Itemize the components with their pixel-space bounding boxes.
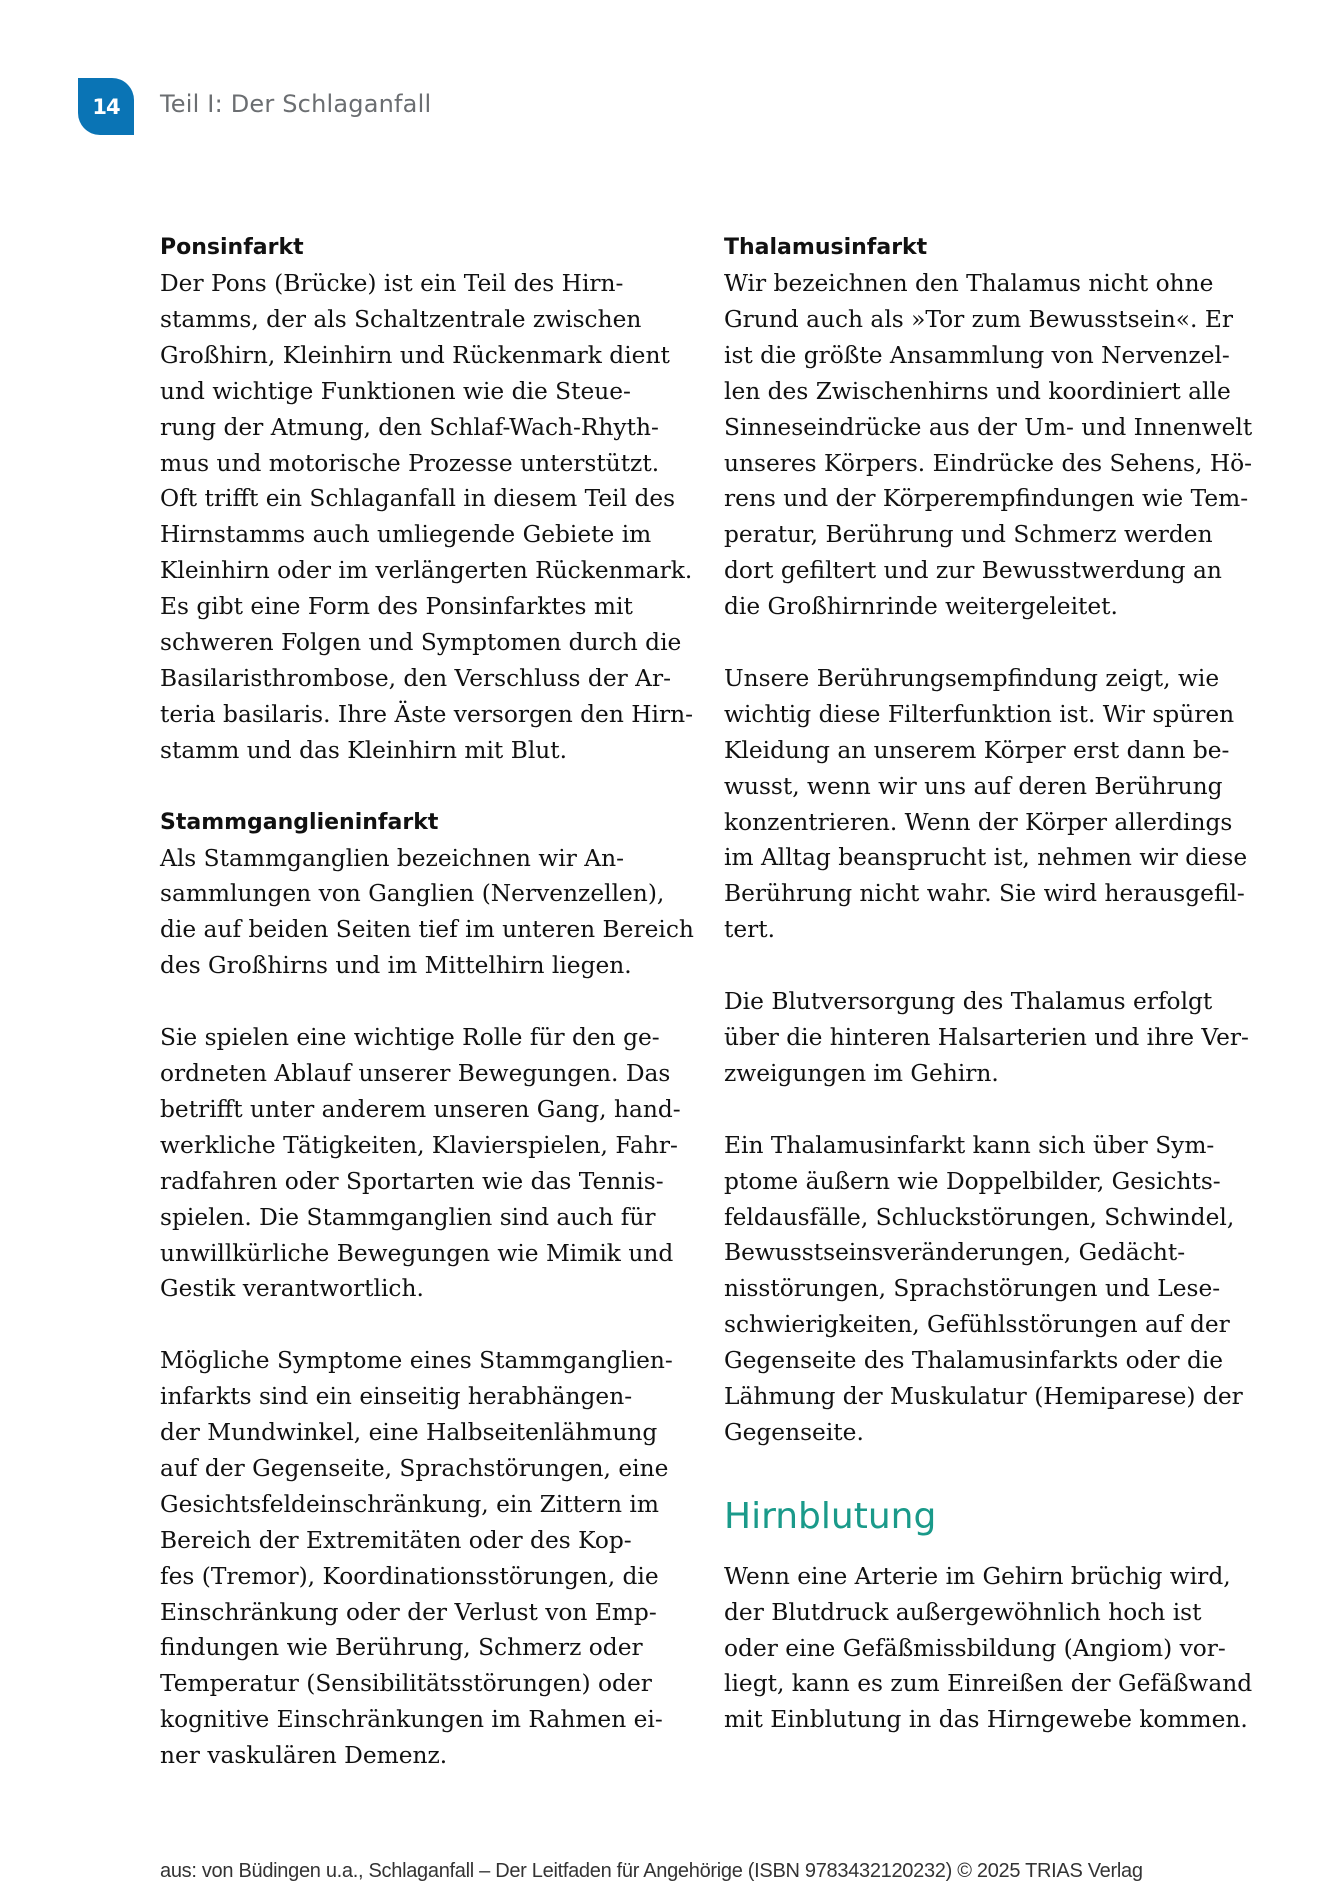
text-line: ner vaskulären Demenz. bbox=[160, 1742, 448, 1770]
text-line: werkliche Tätigkeiten, Klavierspielen, Fahr- bbox=[160, 1131, 678, 1159]
text-line: ist die größte Ansammlung von Nervenzel- bbox=[724, 341, 1230, 369]
text-line: infarkts sind ein einseitig herabhängen- bbox=[160, 1383, 633, 1411]
text-line: der Blutdruck außergewöhnlich hoch ist bbox=[724, 1598, 1202, 1626]
page-number-badge bbox=[78, 78, 134, 135]
text-line: teria basilaris. Ihre Äste versorgen den Hirn- bbox=[160, 700, 694, 728]
text-line: Bereich der Extremitäten oder des Kop- bbox=[160, 1526, 632, 1554]
text-line: Basilaristhrombose, den Verschluss der Ar- bbox=[160, 664, 671, 692]
subheading-thalamusinfarkt: Thalamusinfarkt bbox=[724, 235, 928, 260]
text-line: sammlungen von Ganglien (Nervenzellen), bbox=[160, 880, 665, 908]
text-line: Gesichtsfeldeinschränkung, ein Zittern im bbox=[160, 1490, 659, 1518]
text-line: tert. bbox=[724, 916, 776, 944]
text-line: mus und motorische Prozesse unterstützt. bbox=[160, 449, 660, 477]
running-head: Teil I: Der Schlaganfall bbox=[160, 90, 432, 118]
text-line: Gestik verantwortlich. bbox=[160, 1275, 424, 1303]
text-line: Mögliche Symptome eines Stammganglien- bbox=[160, 1347, 673, 1375]
paragraph bbox=[724, 1559, 1253, 1739]
text-line: Großhirn, Kleinhirn und Rückenmark dient bbox=[160, 341, 670, 369]
paragraph-gap bbox=[160, 1307, 680, 1343]
text-line: unwillkürliche Bewegungen wie Mimik und bbox=[160, 1239, 674, 1267]
text-line: über die hinteren Halsarterien und ihre Ver- bbox=[724, 1024, 1249, 1051]
text-line: der Mundwinkel, eine Halbseitenlähmung bbox=[160, 1419, 658, 1447]
section-heading-hirnblutung: Hirnblutung bbox=[724, 1495, 937, 1537]
paragraph bbox=[160, 1343, 680, 1774]
text-line: Ein Thalamusinfarkt kann sich über Sym- bbox=[724, 1131, 1215, 1159]
text-line: peratur, Berührung und Schmerz werden bbox=[724, 521, 1213, 549]
text-line: im Alltag beansprucht ist, nehmen wir diese bbox=[724, 844, 1248, 872]
text-line: die Großhirnrinde weitergeleitet. bbox=[724, 593, 1118, 621]
paragraph bbox=[724, 266, 1253, 625]
text-line: mit Einblutung in das Hirngewebe kommen. bbox=[724, 1706, 1248, 1734]
text-line: ptome äußern wie Doppelbilder, Gesichts- bbox=[724, 1167, 1221, 1195]
subheading-stammganglieninfarkt: Stammganglieninfarkt bbox=[160, 809, 439, 835]
text-line: feldausfälle, Schluckstörungen, Schwindel, bbox=[724, 1203, 1235, 1231]
text-line: des Großhirns und im Mittelhirn liegen. bbox=[160, 952, 632, 980]
text-line: zweigungen im Gehirn. bbox=[724, 1059, 999, 1087]
paragraph bbox=[160, 841, 694, 985]
text-line: unseres Körpers. Eindrücke des Sehens, Hö- bbox=[724, 449, 1253, 477]
paragraph bbox=[724, 984, 1249, 1092]
text-line: Gegenseite des Thalamusinfarkts oder die bbox=[724, 1347, 1224, 1375]
text-line: Grund auch als »Tor zum Bewusstsein«. Er bbox=[724, 305, 1233, 333]
text-line: radfahren oder Sportarten wie das Tennis- bbox=[160, 1167, 664, 1195]
text-line: wichtig diese Filterfunktion ist. Wir spüren bbox=[724, 700, 1235, 728]
text-line: wusst, wenn wir uns auf deren Berührung bbox=[724, 772, 1223, 800]
left-column bbox=[160, 230, 694, 1774]
text-line: Sie spielen eine wichtige Rolle für den ge- bbox=[160, 1024, 660, 1052]
text-line: Einschränkung oder der Verlust von Emp- bbox=[160, 1598, 657, 1626]
text-line: schweren Folgen und Symptomen durch die bbox=[160, 629, 682, 657]
text-line: rens und der Körperempfindungen wie Tem- bbox=[724, 485, 1249, 513]
text-line: auf der Gegenseite, Sprachstörungen, eine bbox=[160, 1454, 669, 1482]
text-line: oder eine Gefäßmissbildung (Angiom) vor- bbox=[724, 1634, 1226, 1662]
text-line: die auf beiden Seiten tief im unteren Bereich bbox=[160, 916, 694, 944]
paragraph bbox=[160, 1020, 680, 1307]
section-gap bbox=[160, 769, 680, 805]
text-line: Unsere Berührungsempfindung zeigt, wie bbox=[724, 664, 1220, 692]
text-line: betrifft unter anderem unseren Gang, hand- bbox=[160, 1095, 681, 1123]
paragraph-gap bbox=[160, 984, 680, 1020]
text-line: rung der Atmung, den Schlaf-Wach-Rhyth- bbox=[160, 413, 659, 441]
text-line: Oft trifft ein Schlaganfall in diesem Teil des bbox=[160, 485, 676, 513]
right-column bbox=[724, 230, 1253, 1738]
footer-citation: aus: von Büdingen u.a., Schlaganfall – Der Leitfaden für Angehörige (ISBN 9783432120232) © 2025 TRIAS Verlag bbox=[160, 1860, 1143, 1882]
text-line: dort gefiltert und zur Bewusstwerdung an bbox=[724, 557, 1222, 585]
section-gap bbox=[724, 1451, 1244, 1487]
text-line: Wenn eine Arterie im Gehirn brüchig wird, bbox=[724, 1562, 1231, 1590]
text-line: Es gibt eine Form des Ponsinfarktes mit bbox=[160, 593, 633, 621]
text-line: stamm und das Kleinhirn mit Blut. bbox=[160, 736, 568, 764]
text-line: Temperatur (Sensibilitätsstörungen) oder bbox=[160, 1670, 652, 1698]
text-line: nisstörungen, Sprachstörungen und Lese- bbox=[724, 1275, 1221, 1303]
text-line: spielen. Die Stammganglien sind auch für bbox=[160, 1203, 656, 1231]
text-line: Kleidung an unserem Körper erst dann be- bbox=[724, 736, 1230, 764]
text-line: Hirnstamms auch umliegende Gebiete im bbox=[160, 521, 652, 549]
paragraph bbox=[160, 266, 694, 769]
paragraph bbox=[724, 1128, 1244, 1451]
paragraph bbox=[724, 661, 1248, 948]
text-line: Berührung nicht wahr. Sie wird herausgefil- bbox=[724, 880, 1245, 908]
text-line: fes (Tremor), Koordinationsstörungen, die bbox=[160, 1562, 659, 1590]
paragraph-gap bbox=[724, 1092, 1244, 1128]
text-line: Als Stammganglien bezeichnen wir An- bbox=[160, 844, 624, 872]
text-line: kognitive Einschränkungen im Rahmen ei- bbox=[160, 1706, 663, 1734]
text-line: findungen wie Berührung, Schmerz oder bbox=[160, 1634, 643, 1662]
text-line: Gegenseite. bbox=[724, 1418, 864, 1446]
text-line: ordneten Ablauf unserer Bewegungen. Das bbox=[160, 1060, 671, 1087]
text-line: Kleinhirn oder im verlängerten Rückenmark. bbox=[160, 557, 693, 585]
text-line: Die Blutversorgung des Thalamus erfolgt bbox=[724, 988, 1213, 1016]
text-line: Bewusstseinsveränderungen, Gedächt- bbox=[724, 1239, 1186, 1267]
text-line: liegt, kann es zum Einreißen der Gefäßwand bbox=[724, 1670, 1253, 1698]
page-number: 14 bbox=[92, 94, 120, 119]
paragraph-gap bbox=[724, 625, 1244, 661]
text-line: stamms, der als Schaltzentrale zwischen bbox=[160, 305, 642, 333]
text-line: Lähmung der Muskulatur (Hemiparese) der bbox=[724, 1383, 1243, 1411]
paragraph-gap bbox=[724, 948, 1244, 984]
text-line: Wir bezeichnen den Thalamus nicht ohne bbox=[724, 270, 1214, 297]
text-line: und wichtige Funktionen wie die Steue- bbox=[160, 377, 631, 405]
subheading-ponsinfarkt: Ponsinfarkt bbox=[160, 235, 304, 260]
text-line: schwierigkeiten, Gefühlsstörungen auf der bbox=[724, 1311, 1230, 1339]
text-line: konzentrieren. Wenn der Körper allerdings bbox=[724, 808, 1233, 836]
text-line: Der Pons (Brücke) ist ein Teil des Hirn- bbox=[160, 270, 624, 297]
text-line: Sinneseindrücke aus der Um- und Innenwelt bbox=[724, 413, 1253, 441]
text-line: len des Zwischenhirns und koordiniert alle bbox=[724, 377, 1231, 405]
